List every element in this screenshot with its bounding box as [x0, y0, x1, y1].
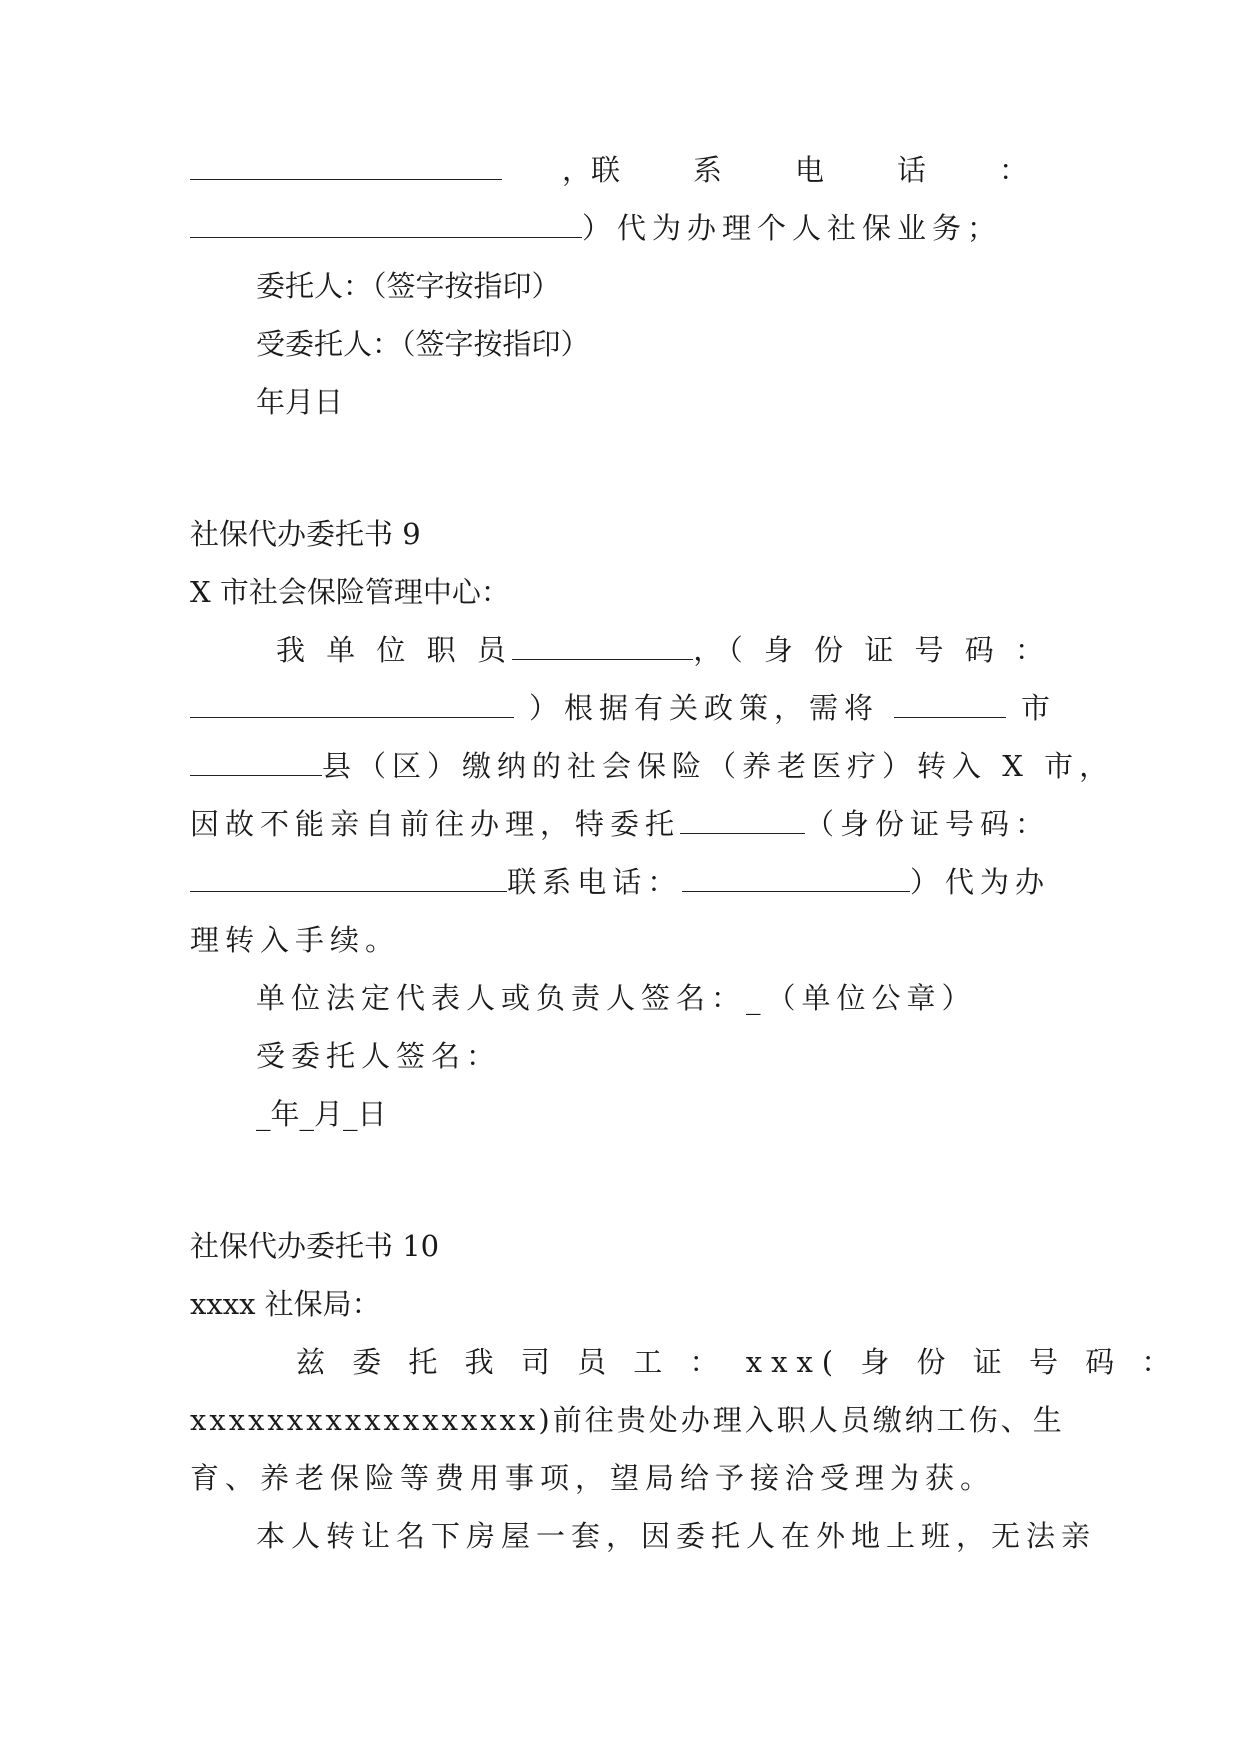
blank-field — [190, 865, 507, 892]
paragraph-text: 我 单 位 职 员 — [276, 633, 512, 667]
section-title: 社保代办委托书 9 — [190, 517, 421, 551]
paragraph-text: ，（ 身 份 证 号 码 ： — [693, 633, 1050, 667]
legal-rep-signature-line: 单位法定代表人或负责人签名：_（单位公章） — [256, 981, 977, 1015]
phone-label: 联 系 电 话 ： — [590, 153, 1050, 187]
paragraph-text: ）代为办 — [909, 865, 1050, 899]
paragraph-text: 县（区）缴纳的社会保险（养老医疗）转入 X 市， — [322, 749, 1115, 783]
section-title: 社保代办委托书 10 — [190, 1229, 440, 1263]
blank-field — [190, 749, 322, 776]
paragraph-text: 市 — [1020, 691, 1050, 725]
paragraph-line — [276, 630, 1050, 670]
date-line: _年_月_日 — [256, 1097, 387, 1131]
comma-text: ， — [561, 153, 591, 187]
paragraph-line: 兹 委 托 我 司 员 工 ： xxx( 身 份 证 号 码 ： — [296, 1345, 1180, 1379]
paragraph-text: 因故不能亲自前往办理，特委托 — [190, 807, 681, 841]
paragraph-line — [190, 804, 1050, 844]
paragraph-line — [190, 688, 1050, 728]
date-line: 年月日 — [256, 385, 344, 419]
paragraph-text: 联系电话： — [507, 865, 683, 899]
agent-signature-line: 受委托人：（签字按指印） — [256, 327, 590, 361]
blank-field — [190, 691, 514, 718]
agency-text: ）代为办理个人社保业务； — [582, 211, 1003, 245]
blank-field — [680, 807, 805, 834]
blank-field — [512, 633, 693, 660]
paragraph-line: 理转入手续。 — [190, 923, 401, 957]
agent-signature-line: 受委托人签名： — [256, 1039, 502, 1073]
paragraph-text: （身份证号码： — [804, 807, 1050, 841]
paragraph-line — [190, 746, 1115, 786]
blank-field — [894, 691, 1006, 718]
principal-signature-line: 委托人：（签字按指印） — [256, 269, 561, 303]
addressee: xxxx 社保局： — [190, 1287, 381, 1321]
phone-line — [190, 150, 1050, 190]
paragraph-line: 育、养老保险等费用事项，望局给予接洽受理为获。 — [190, 1461, 996, 1495]
paragraph-text: ）根据有关政策，需将 — [528, 691, 879, 725]
blank-field — [190, 153, 502, 180]
paragraph-line: xxxxxxxxxxxxxxxxxx)前往贵处办理入职人员缴纳工伤、生 — [190, 1403, 1065, 1437]
blank-field — [682, 865, 910, 892]
paragraph-line: 本人转让名下房屋一套，因委托人在外地上班，无法亲 — [256, 1519, 1097, 1553]
blank-field — [190, 211, 582, 238]
agency-line — [190, 208, 1050, 248]
addressee: X 市社会保险管理中心： — [190, 575, 510, 609]
paragraph-line — [190, 862, 1050, 902]
